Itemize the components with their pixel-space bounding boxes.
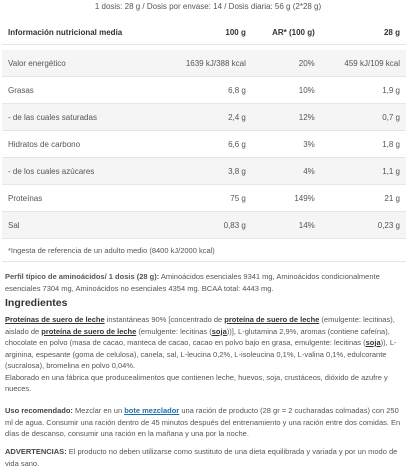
nutrient-label: Valor energético <box>2 50 161 77</box>
value-28g: 0,23 g <box>321 212 406 239</box>
ingredients-segment: )), L-arginina, espesante (goma de celulosa), canela, sal, L-leucina 0,2%, L-isoleucina 0,1%, L-valina 0,1%, edulcorante (sucralosa), bromelina en polvo 0,04%. <box>5 338 397 370</box>
nutrient-label: Proteínas <box>2 185 161 212</box>
value-ar: 20% <box>252 50 321 77</box>
amino-profile-text: Aminoácidos esenciales 9341 mg, Aminoácidos condicionalmente esenciales 7304 mg, Aminoácidos no esenciales 4354 mg. BCAA total: 4443 mg. <box>5 272 380 293</box>
ingredients-text <box>5 314 407 395</box>
table-row <box>2 77 406 104</box>
value-28g: 0,7 g <box>321 104 406 131</box>
value-ar: 149% <box>252 185 321 212</box>
warnings <box>5 446 407 469</box>
value-28g: 21 g <box>321 185 406 212</box>
nutrient-label: - de los cuales azúcares <box>2 158 161 185</box>
allergen-text: proteína de suero de leche <box>224 315 320 324</box>
value-100g: 2,4 g <box>161 104 252 131</box>
table-row <box>2 212 406 239</box>
serving-note: 1 dosis: 28 g / Dosis por envase: 14 / Dosis diaria: 56 g (2*28 g) <box>94 2 322 11</box>
value-100g: 1639 kJ/388 kcal <box>161 50 252 77</box>
nutrient-label: - de las cuales saturadas <box>2 104 161 131</box>
ingredients-segment: (emulgente: lecitinas ( <box>136 326 212 336</box>
value-100g: 0,83 g <box>161 212 252 239</box>
value-28g: 1,1 g <box>321 158 406 185</box>
header-ar: AR* (100 g) <box>252 20 321 45</box>
ingredients-segment: ))], L-glutamina 2,9%, aromas (contiene cafeína), chocolate en polvo (masa de cacao, manteca de cacao, cacao en polvo bajo en grasa, emulgente: lecitinas ( <box>5 326 390 347</box>
amino-profile-label: Perfil típico de aminoácidos/ 1 dosis (28 g): <box>5 272 160 281</box>
value-28g: 1,8 g <box>321 131 406 158</box>
nutrition-table <box>2 20 406 262</box>
value-100g: 6,6 g <box>161 131 252 158</box>
nutrient-label: Grasas <box>2 77 161 104</box>
value-100g: 3,8 g <box>161 158 252 185</box>
allergen-text: proteína de suero de leche <box>41 326 137 336</box>
table-row <box>2 104 406 131</box>
amino-profile <box>5 271 405 294</box>
table-row <box>2 185 406 212</box>
table-row <box>2 131 406 158</box>
ingredients-segment: (emulgente: lecitinas), aislado de <box>5 315 395 336</box>
value-ar: 14% <box>252 212 321 239</box>
nutrition-header-row <box>2 20 406 45</box>
recommended-use-label: Uso recomendado: <box>5 406 73 415</box>
header-28g: 28 g <box>321 20 406 45</box>
recommended-use <box>5 405 407 440</box>
value-28g: 1,9 g <box>321 77 406 104</box>
warnings-text: El producto no deben utilizarse como sustituto de una dieta equilibrada y variada y por un modo de vida sano. <box>5 447 398 468</box>
header-nutrient: Información nutricional media <box>2 20 161 45</box>
value-ar: 10% <box>252 77 321 104</box>
usage-segment: una ración de producto (28 gr = 2 cucharadas colmadas) con 250 ml de agua. Consumir una ración dentro de 45 minutos después del entrenamiento y una ración entre dos comidas. En días de descanso, consumir una ración en la mañana y una por la noche. <box>5 406 401 438</box>
ingredients-segment: instantáneas 90% [concentrado de <box>104 315 225 324</box>
allergen-text: soja <box>365 338 381 347</box>
allergen-text: Proteínas de suero de leche <box>5 315 105 324</box>
value-ar: 4% <box>252 158 321 185</box>
ingredients-title: Ingredientes <box>5 297 68 309</box>
table-footnote: *Ingesta de referencia de un adulto medio (8400 kJ/2000 kcal) <box>2 239 406 262</box>
value-ar: 12% <box>252 104 321 131</box>
table-row <box>2 50 406 77</box>
value-100g: 75 g <box>161 185 252 212</box>
factory-notice: Elaborado en una fábrica que producealimentos que contienen leche, huevos, soja, crustáceos, dióxido de azufre y nueces. <box>5 372 388 393</box>
nutrient-label: Hidratos de carbono <box>2 131 161 158</box>
usage-segment: Mezclar en un <box>72 406 125 415</box>
table-footnote-row <box>2 239 406 262</box>
header-100g: 100 g <box>161 20 252 45</box>
table-row <box>2 158 406 185</box>
value-ar: 3% <box>252 131 321 158</box>
value-100g: 6,8 g <box>161 77 252 104</box>
value-28g: 459 kJ/109 kcal <box>321 50 406 77</box>
shaker-link[interactable]: bote mezclador <box>124 406 180 415</box>
warnings-label: ADVERTENCIAS: <box>5 447 67 456</box>
nutrient-label: Sal <box>2 212 161 239</box>
allergen-text: soja <box>211 326 227 336</box>
